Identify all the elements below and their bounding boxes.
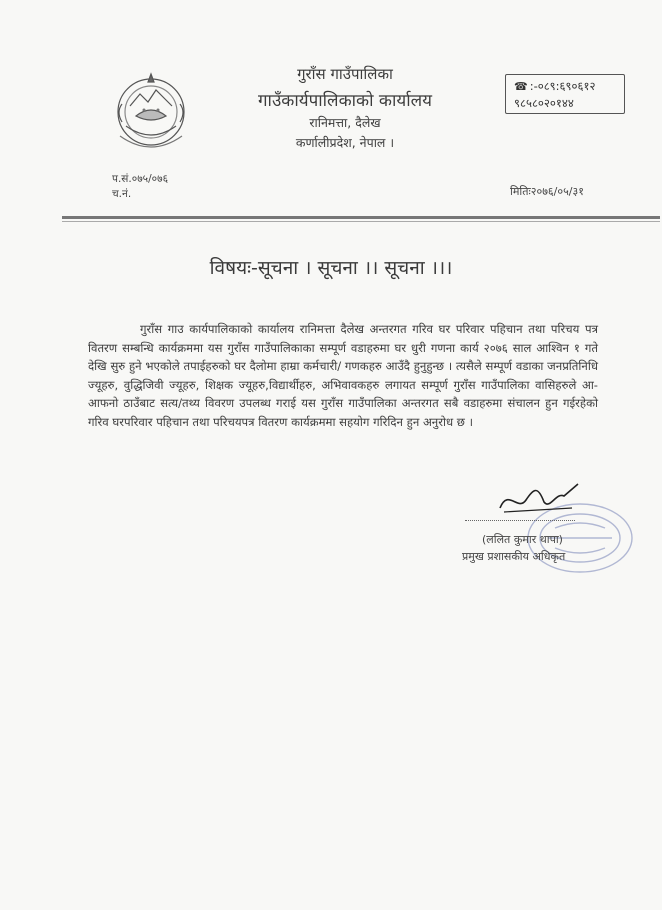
- municipality-name: गुराँस गाउँपालिका: [297, 65, 393, 83]
- chalani-number: च.नं.: [112, 188, 132, 200]
- header-divider: [62, 216, 660, 219]
- signatory-name: (ललित कुमार थापा): [482, 533, 563, 546]
- phone-box: [505, 74, 625, 114]
- handwritten-signature-icon: [494, 478, 584, 518]
- nepal-emblem-icon: [108, 66, 194, 154]
- letter-subject: विषयः-सूचना । सूचना ।। सूचना ।।।: [209, 257, 453, 279]
- phone-icon: ☎: [514, 80, 528, 93]
- header-divider-thin: [62, 221, 660, 222]
- province-country: कर्णालीप्रदेश, नेपाल ।: [295, 135, 395, 150]
- office-name: गाउँकार्यपालिकाको कार्यालय: [257, 91, 433, 111]
- patra-sankhya: प.सं.०७५/०७६: [112, 173, 169, 185]
- signature-line: [465, 520, 575, 521]
- letter-date: मितिः२०७६/०५/३१: [510, 185, 584, 198]
- phone-line-1: [514, 78, 624, 95]
- signatory-title: प्रमुख प्रशासकीय अधिकृत: [462, 550, 566, 563]
- mobile-number: ९८५८०२०१४४: [514, 96, 574, 110]
- phone-number: :-०८९:६९०६१२: [529, 79, 596, 93]
- body-paragraph: गुराँस गाउ कार्यपालिकाको कार्यालय रानिमत्ता दैलेख अन्तरगत गरिव घर परिवार पहिचान तथा परिचय पत्र वितरण सम्बन्धि कार्यक्रममा यस गुराँस गाउँपालिकाका सम्पूर्ण वडाहरुमा घर धुरी गणना कार्य २०७६ साल आश्विन १ गते देखि सुरु हुने भएकोले तपाईहरुको घर दैलोमा हाम्रा कर्मचारी/ गणकहरु आउँदै हुनुहुन्छ । त्यसैले सम्पूर्ण वडाका जनप्रतिनिधि ज्यूहरु, वुद्धिजिवी ज्यूहरु, शिक्षक ज्यूहरु,विद्यार्थीहरु, अभिवावकहरु लगायत सम्पूर्ण गुराँस गाउँपालिका वासिहरुले आ-आफनो ठाउँबाट सत्य/तथ्य विवरण उपलब्ध गराई यस गुराँस गाउँपालिका अन्तरगत सबै वडाहरुमा संचालन हुन गईरहेको गरिव घरपरिवार पहिचान तथा परिचयपत्र वितरण कार्यक्रममा सहयोग गरिदिन हुन अनुरोध छ ।: [88, 322, 598, 429]
- office-location: रानिमत्ता, दैलेख: [309, 115, 381, 130]
- letter-body: [88, 320, 598, 432]
